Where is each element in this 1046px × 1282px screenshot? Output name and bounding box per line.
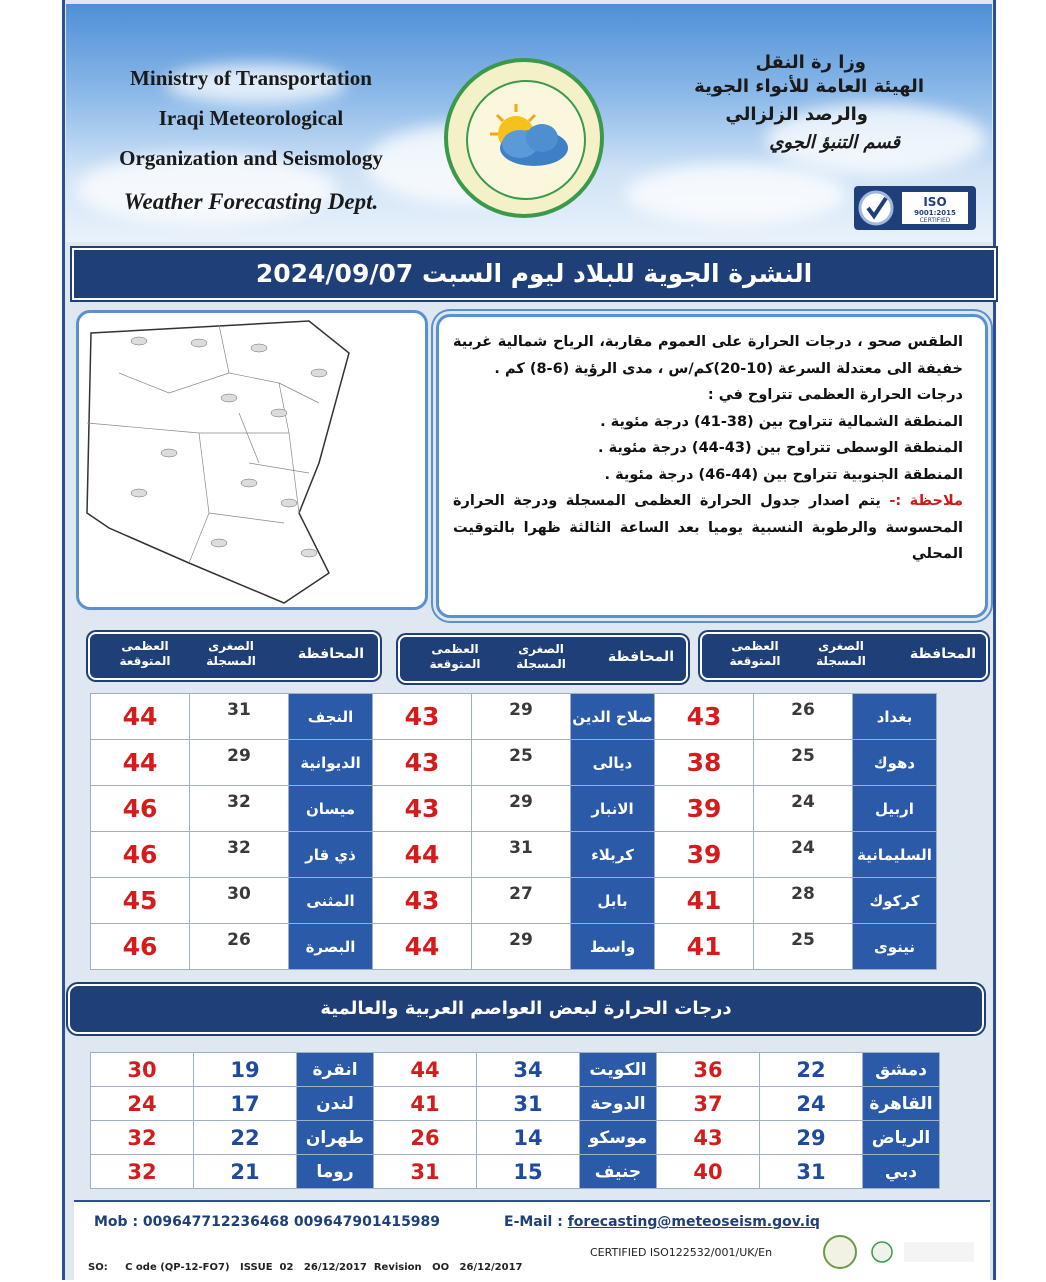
max-temp: 43 [373, 878, 472, 924]
table-row [91, 1053, 940, 1087]
min-temp-cell [472, 878, 571, 924]
col-max: العظمى المتوقعة [729, 639, 781, 668]
capital-name: روما [297, 1155, 374, 1189]
min-temp: 31 [227, 700, 251, 720]
province-name: المثنى [289, 878, 373, 924]
min-temp-cell [472, 786, 571, 832]
note-label: ملاحظة :- [889, 493, 963, 509]
capital-min-temp: 24 [760, 1087, 863, 1121]
max-temp: 44 [373, 832, 472, 878]
min-temp-cell [472, 740, 571, 786]
max-temp: 43 [655, 694, 754, 740]
capital-max-temp: 44 [374, 1053, 477, 1087]
province-name: نينوى [853, 924, 937, 970]
min-temp: 24 [791, 792, 815, 812]
province-temperature-table [90, 693, 937, 970]
capital-name: لندن [297, 1087, 374, 1121]
capitals-title-bar [68, 984, 984, 1034]
min-temp-cell [754, 832, 853, 878]
header-ar-line2: الهيئة العامة للأنواء الجوية [694, 76, 924, 97]
max-temp: 43 [373, 786, 472, 832]
forecast-line4: المنطقة الوسطى تتراوح بين (43-44) درجة مئوية . [598, 440, 963, 456]
capitals-temperature-table [90, 1052, 940, 1189]
max-temp: 43 [373, 740, 472, 786]
max-temp: 44 [91, 694, 190, 740]
table-row [91, 740, 937, 786]
max-temp: 46 [91, 786, 190, 832]
iraq-map-drawing [79, 313, 425, 607]
capital-name: القاهرة [863, 1087, 940, 1121]
forecast-paragraph [453, 329, 963, 568]
min-temp-cell [754, 740, 853, 786]
min-temp: 24 [791, 838, 815, 858]
col-province: المحافظة [607, 649, 674, 665]
footer-seal-icon [824, 1236, 856, 1268]
iraq-map [76, 310, 428, 610]
max-temp: 38 [655, 740, 754, 786]
header-ar-line4: قسم التنبؤ الجوي [769, 132, 900, 153]
mobile-numbers: Mob : 009647712236468 009647901415989 [94, 1214, 441, 1230]
capital-min-temp: 22 [194, 1121, 297, 1155]
min-temp: 28 [791, 884, 815, 904]
footer-logos [820, 1232, 980, 1272]
min-temp: 25 [791, 930, 815, 950]
min-temp: 27 [509, 884, 533, 904]
footer [74, 1200, 990, 1282]
forecast-line3: المنطقة الشمالية تتراوح بين (38-41) درجة مئوية . [600, 413, 963, 430]
document-code: SO: C ode (QP-12-FO7) ISSUE 02 26/12/2017 Revision OO 26/12/2017 [88, 1262, 523, 1273]
table-row [91, 1087, 940, 1121]
min-temp-cell [472, 924, 571, 970]
col-province: المحافظة [909, 646, 976, 662]
min-temp: 25 [791, 746, 815, 766]
min-temp-cell [190, 832, 289, 878]
max-temp: 46 [91, 924, 190, 970]
max-temp: 46 [91, 832, 190, 878]
capital-max-temp: 41 [374, 1087, 477, 1121]
province-name: الانبار [571, 786, 655, 832]
columns-header-2 [398, 635, 688, 683]
min-temp: 30 [227, 884, 251, 904]
columns-header-1 [700, 632, 988, 680]
min-temp-cell [190, 694, 289, 740]
capitals-title: درجات الحرارة لبعض العواصم العربية والعالمية [320, 998, 732, 1019]
min-temp-cell [754, 694, 853, 740]
capital-min-temp: 19 [194, 1053, 297, 1087]
min-temp: 25 [509, 746, 533, 766]
capital-min-temp: 22 [760, 1053, 863, 1087]
header-ar-line3: والرصد الزلزالي [725, 104, 868, 125]
iso-check-icon [854, 186, 976, 230]
min-temp: 29 [509, 792, 533, 812]
forecast-text-box [436, 314, 988, 618]
province-name: ميسان [289, 786, 373, 832]
min-temp: 31 [509, 838, 533, 858]
max-temp: 45 [91, 878, 190, 924]
max-temp: 43 [373, 694, 472, 740]
capital-name: الكويت [580, 1053, 657, 1087]
min-temp: 29 [227, 746, 251, 766]
min-temp-cell [190, 924, 289, 970]
min-temp-cell [754, 878, 853, 924]
capital-name: انقرة [297, 1053, 374, 1087]
max-temp: 44 [373, 924, 472, 970]
max-temp: 39 [655, 832, 754, 878]
capital-name: موسكو [580, 1121, 657, 1155]
capital-min-temp: 15 [477, 1155, 580, 1189]
table-row [91, 786, 937, 832]
table-row [91, 1155, 940, 1189]
capital-max-temp: 24 [91, 1087, 194, 1121]
min-temp-cell [190, 740, 289, 786]
province-name: دهوك [853, 740, 937, 786]
table-row [91, 832, 937, 878]
sun-cloud-icon [468, 82, 584, 198]
table-row [91, 694, 937, 740]
min-temp-cell [190, 878, 289, 924]
capital-min-temp: 31 [760, 1155, 863, 1189]
province-name: السليمانية [853, 832, 937, 878]
capital-name: دمشق [863, 1053, 940, 1087]
capital-min-temp: 31 [477, 1087, 580, 1121]
iso-label: ISO [923, 195, 947, 209]
email-link[interactable]: forecasting@meteoseism.gov.iq [567, 1214, 820, 1230]
capital-name: جنيف [580, 1155, 657, 1189]
col-province: المحافظة [297, 646, 364, 662]
capital-min-temp: 21 [194, 1155, 297, 1189]
min-temp: 32 [227, 792, 251, 812]
capital-max-temp: 40 [657, 1155, 760, 1189]
max-temp: 41 [655, 924, 754, 970]
note-text: يتم اصدار جدول الحرارة العظمى المسجلة ودرجة الحرارة المحسوسة والرطوبة النسبية يوميا بعد الساعة الثالثة ظهرا بالتوقيت المحلي [453, 493, 963, 562]
capital-max-temp: 37 [657, 1087, 760, 1121]
header-ar-line1: وزا رة النقل [755, 52, 866, 73]
capital-name: طهران [297, 1121, 374, 1155]
bulletin-title-bar [72, 248, 996, 300]
header-en-line4: Weather Forecasting Dept. [123, 189, 379, 214]
min-temp: 29 [509, 930, 533, 950]
columns-header-3 [88, 632, 380, 680]
province-name: بابل [571, 878, 655, 924]
capital-max-temp: 36 [657, 1053, 760, 1087]
header-en-line2: Iraqi Meteorological [158, 106, 344, 130]
iso-badge [854, 186, 976, 230]
col-min: الصغرى المسجلة [816, 639, 866, 668]
capital-name: دبي [863, 1155, 940, 1189]
col-min: الصغرى المسجلة [516, 642, 566, 671]
col-min: الصغرى المسجلة [206, 639, 256, 668]
capital-name: الرياض [863, 1121, 940, 1155]
col-max: العظمى المتوقعة [119, 639, 171, 668]
certified-text: CERTIFIED ISO122532/001/UK/En [590, 1246, 773, 1259]
capital-min-temp: 34 [477, 1053, 580, 1087]
min-temp-cell [190, 786, 289, 832]
min-temp-cell [754, 924, 853, 970]
max-temp: 39 [655, 786, 754, 832]
capital-min-temp: 29 [760, 1121, 863, 1155]
province-name: واسط [571, 924, 655, 970]
min-temp: 26 [791, 700, 815, 720]
province-name: الديوانية [289, 740, 373, 786]
org-logo [444, 58, 604, 218]
province-name: اربيل [853, 786, 937, 832]
province-name: كربلاء [571, 832, 655, 878]
province-name: كركوك [853, 878, 937, 924]
capital-min-temp: 14 [477, 1121, 580, 1155]
province-name: البصرة [289, 924, 373, 970]
footer-mark-icon [904, 1242, 974, 1262]
max-temp: 44 [91, 740, 190, 786]
capital-max-temp: 32 [91, 1121, 194, 1155]
iso-number: 9001:2015 [914, 209, 956, 217]
capital-max-temp: 30 [91, 1053, 194, 1087]
province-name: ديالى [571, 740, 655, 786]
min-temp-cell [754, 786, 853, 832]
table-row [91, 924, 937, 970]
capital-min-temp: 17 [194, 1087, 297, 1121]
capital-max-temp: 43 [657, 1121, 760, 1155]
min-temp: 29 [509, 700, 533, 720]
table-row [91, 878, 937, 924]
bulletin-title: النشرة الجوية للبلاد ليوم السبت 2024/09/07 [255, 259, 813, 288]
min-temp-cell [472, 694, 571, 740]
footer-emblem-icon [872, 1242, 892, 1262]
header-en-line1: Ministry of Transportation [130, 66, 372, 90]
forecast-note [453, 488, 963, 568]
province-name: ذي قار [289, 832, 373, 878]
email-line [504, 1214, 820, 1230]
col-max: العظمى المتوقعة [429, 642, 481, 671]
max-temp: 41 [655, 878, 754, 924]
iso-status: CERTIFIED [919, 217, 951, 224]
forecast-line5: المنطقة الجنوبية تتراوح بين (44-46) درجة مئوية . [604, 466, 963, 483]
min-temp: 32 [227, 838, 251, 858]
capital-max-temp: 31 [374, 1155, 477, 1189]
table-row [91, 1121, 940, 1155]
email-label: E-Mail : [504, 1214, 568, 1230]
capital-max-temp: 32 [91, 1155, 194, 1189]
province-name: بغداد [853, 694, 937, 740]
capital-name: الدوحة [580, 1087, 657, 1121]
province-name: النجف [289, 694, 373, 740]
forecast-line1: الطقس صحو ، درجات الحرارة على العموم مقاربة، الرياح شمالية غربية خفيفة الى معتدلة السرعة (10-20)كم/س ، مدى الرؤية (6-8) كم . [453, 334, 963, 377]
min-temp-cell [472, 832, 571, 878]
province-name: صلاح الدين [571, 694, 655, 740]
capital-max-temp: 26 [374, 1121, 477, 1155]
header-en-line3: Organization and Seismology [119, 146, 383, 170]
min-temp: 26 [227, 930, 251, 950]
forecast-line2: درجات الحرارة العظمى تتراوح في : [707, 387, 963, 403]
